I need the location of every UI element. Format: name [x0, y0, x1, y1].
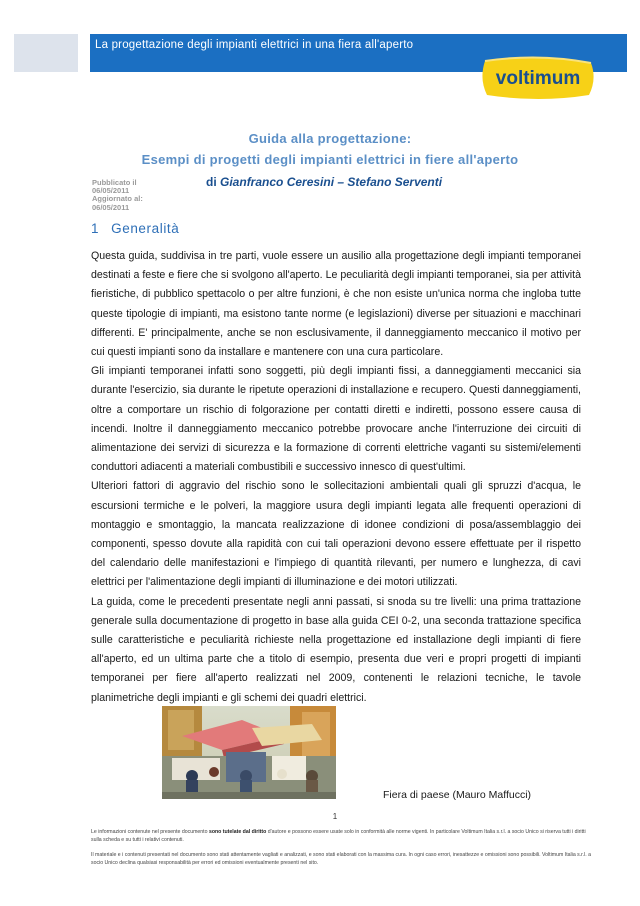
- header-grey-block: [14, 34, 78, 72]
- footer-copyright-notice: [91, 829, 591, 844]
- footer-text-a: Le informazioni contenute nel presente documento: [91, 829, 209, 835]
- page-number: 1: [332, 812, 338, 821]
- published-label: Pubblicato il: [92, 178, 137, 187]
- authors-names: Gianfranco Ceresini – Stefano Serventi: [220, 175, 443, 189]
- authors-prefix: di: [206, 175, 217, 189]
- published-date: 06/05/2011: [92, 186, 130, 196]
- header-title: La progettazione degli impianti elettrici in una fiera all'aperto: [95, 39, 414, 51]
- svg-text:voltimum: voltimum: [495, 68, 581, 89]
- paragraph: Gli impianti temporanei infatti sono soggetti, più degli impianti fissi, a danneggiamenti meccanici sia durante l'esercizio, sia durante le ripetute operazioni di installazione e recupero. Questi danneggiamenti, oltre a comportare un rischio di folgorazione per contatti diretti e indiretti, possono essere causa di incendi. Inoltre il danneggiamento meccanico potrebbe provocare anche l'interruzione dei circuiti di alimentazione dei servizi di sicurezza e la formazione di correnti elettriche vaganti su sistemi/elementi conduttori adiacenti a materiali combustibili e successivo innesco di quest'ultimi.: [91, 365, 581, 474]
- document-title-line1: Guida alla progettazione:: [248, 131, 412, 146]
- updated-label: Aggiornato al:: [92, 194, 143, 204]
- document-title-line2: Esempi di progetti degli impianti elettrici in fiere all'aperto: [141, 152, 519, 167]
- footer-text-bold: sono tutelate dal diritto: [208, 829, 267, 835]
- fair-painting-image: [162, 706, 336, 799]
- updated-date: 06/05/2011: [92, 202, 130, 212]
- section-number: 1: [91, 221, 100, 236]
- section-title: Generalità: [111, 221, 180, 236]
- voltimum-logo: [479, 55, 597, 101]
- authors: [206, 175, 442, 189]
- paragraph: Ulteriori fattori di aggravio del rischio sono le sollecitazioni ambientali quali gli spruzzi d'acqua, le escursioni termiche e le polveri, la maggiore usura degli impianti legata alle frequenti operazioni di montaggio e smontaggio, la mancata realizzazione di idonee condizioni di posa/assemblaggio dei componenti, spesso dovute alla rapidità con cui tali operazioni devono essere effettuate per il rispetto del calendario delle manifestazioni e l'impiego di quantità rilevanti, per numero e lunghezza, di cavi elettrici per l'alimentazione degli impianti di illuminazione e dei motori utilizzati.: [91, 480, 581, 589]
- footer-text-b: d'autore e possono essere usate solo in conformità alle norme vigenti. In particolare Voltimum Italia s.r.l. a socio Unico si riserva tutti i diritti sulla scheda e su tutti i relativi contenuti.: [91, 829, 586, 843]
- section-heading: [91, 221, 179, 236]
- body-text: [91, 247, 581, 708]
- paragraph: La guida, come le precedenti presentate negli anni passati, si snoda su tre livelli: una prima trattazione generale sulla documentazione di progetto in base alla guida CEI 0-2, una seconda trattazione specifica sulle caratteristiche e peculiarità richieste nella progettazione ed installazione degli impianti di fiere all'aperto, ed un ultima parte che a titolo di esempio, presenta due veri e propri progetti di impianti temporanei per fiere all'aperto realizzati nel 2009, contenenti le relazioni tecniche, le tavole planimetriche degli impianti e gli schemi dei quadri elettrici.: [91, 595, 581, 704]
- footer-disclaimer: Il materiale e i contenuti presentati nel documento sono stati attentamente vagliati e analizzati, e sono stati elaborati con la massima cura. In ogni caso errori, inesattezze e omissioni sono possibili. Voltimum Italia s.r.l. a socio Unico declina qualsiasi responsabilità per errori ed omissioni eventualmente presenti nel sito.: [91, 852, 591, 866]
- publication-info: [92, 179, 162, 212]
- paragraph: Questa guida, suddivisa in tre parti, vuole essere un ausilio alla progettazione degli impianti temporanei destinati a feste e fiere che si svolgono all'aperto. Le peculiarità degli impianti temporanei, sia per attività fieristiche, di pubblico spettacolo o per altre funzioni, è che non esiste un'unica norma che ingloba tutte queste tipologie di impianti, ma esistono tante norme (e legislazioni) diverse per situazioni e macchinari differenti. E' principalmente, anche se non esclusivamente, il danneggiamento meccanico il motivo per cui questi impianti sono da installare e mantenere con una cura particolare.: [91, 250, 581, 359]
- figure-caption: Fiera di paese (Mauro Maffucci): [383, 789, 532, 801]
